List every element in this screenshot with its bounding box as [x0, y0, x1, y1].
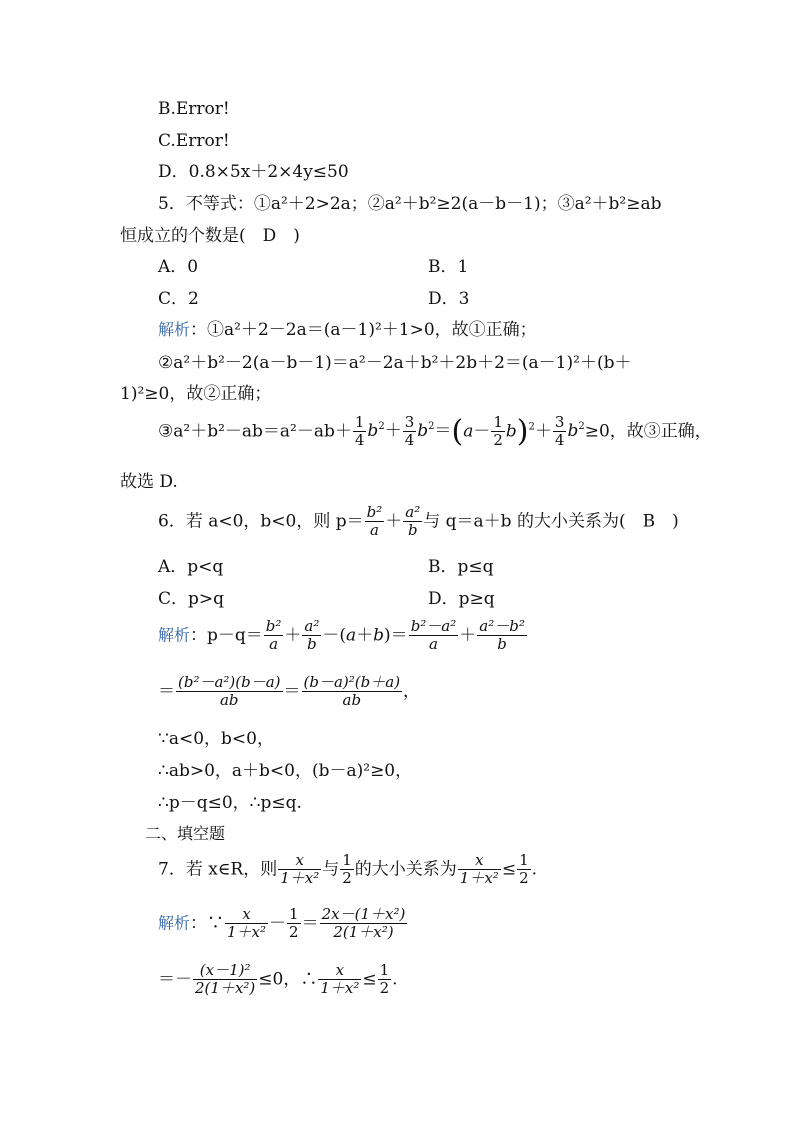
question-5-option-c: C．2	[158, 289, 199, 309]
question-6-stem: 6．若 a<0，b<0，则 p＝ $\frac{\text{b²}}{a}$ ＋ $\frac{\text{a²}}{b}$ 与 q＝a＋b 的大小关系为( B )	[158, 503, 679, 540]
numerator: b²－a²	[410, 617, 457, 635]
question-6-solution-1: 解析：p－q＝ $\frac{\text{b²}}{a}$ ＋ $\frac{\text{a²}}{b}$ －(a＋b)＝ $\frac{\text{b²－a²}}{a}$ ＋ $\frac{\text{a²－b²}}{b}$	[158, 617, 525, 654]
fraction	[365, 504, 385, 540]
question-6-option-b: B．p≤q	[428, 557, 494, 577]
fraction	[318, 962, 361, 998]
numerator: (b²－a²)(b－a)	[178, 673, 281, 691]
numerator: 1	[289, 905, 299, 923]
numerator: b²	[366, 503, 383, 521]
denominator: 4	[554, 431, 565, 450]
question-5-stem: 5．不等式：①a²＋2>2a；②a²＋b²≥2(a－b－1)；③a²＋b²≥ab	[158, 194, 662, 214]
fraction	[458, 852, 501, 888]
numerator: (b－a)²(b＋a)	[303, 673, 401, 691]
denominator: b	[407, 521, 418, 540]
fraction	[264, 618, 284, 654]
term: $b^2$	[567, 421, 585, 442]
denominator: 4	[404, 431, 415, 450]
numerator: x	[225, 906, 268, 924]
fraction	[320, 906, 408, 942]
numerator: 1	[354, 413, 365, 431]
stem-text: 6．若 a<0，b<0，则 p＝	[158, 511, 364, 532]
fraction	[378, 962, 392, 998]
solution-text: ：p－q＝	[190, 625, 263, 646]
numerator: a²	[304, 617, 320, 635]
option-d-prev: D．0.8×5x＋2×4y≤50	[158, 162, 349, 182]
numerator: (x－1)²	[193, 962, 257, 980]
denominator: a	[429, 635, 438, 654]
question-7-solution-2: ＝－ $\frac{\text{(x－1)²}}{\text{2(1＋x²)}}$ ≤0，∴ $\frac{x}{\text{1＋x²}}$ ≤ $\frac{1}{2}$ .	[158, 961, 398, 998]
stem-text: 与 q＝a＋b 的大小关系为( B )	[423, 511, 679, 532]
fraction	[517, 852, 531, 888]
fraction	[491, 414, 505, 450]
stem-text: 7．若 x∈R，则	[158, 859, 278, 880]
fraction	[553, 414, 567, 450]
term: $b^2=$	[417, 421, 452, 442]
numerator: 1	[342, 851, 352, 869]
question-5-solution-2: ②a²＋b²－2(a－b－1)＝a²－2a＋b²＋2b＋2＝(a－1)²＋(b＋	[158, 353, 632, 373]
fraction	[403, 414, 417, 450]
denominator: 1＋x²	[320, 979, 360, 998]
denominator: b	[497, 635, 507, 654]
term: $b^2+$	[367, 421, 402, 442]
denominator: 1＋x²	[280, 869, 320, 888]
question-5-stem-cont: 恒成立的个数是( D )	[120, 226, 300, 246]
denominator: ab	[219, 691, 239, 710]
numerator: a²－b²	[479, 617, 525, 635]
fraction	[340, 852, 354, 888]
numerator: 2x－(1＋x²)	[321, 905, 406, 923]
denominator: 2	[342, 869, 352, 888]
question-5-solution-4: ③a²＋b²－ab＝a²－ab＋ $\frac{1}{4}$ $b^2+$ $\frac{3}{4}$ $b^2=(a-$ $\frac{1}{2}$ b)$^2$＋ $\frac{3}{4}$ $b^2\ge 0$，故③正确，	[158, 413, 712, 450]
fraction	[287, 906, 301, 942]
fraction	[409, 618, 459, 654]
stem-text: 的大小关系为	[354, 859, 457, 880]
numerator: b²	[265, 617, 282, 635]
denominator: 2(1＋x²)	[333, 923, 394, 942]
question-6-solution-4: ∴ab>0，a＋b<0，(b－a)²≥0，	[158, 761, 413, 781]
fraction	[193, 962, 257, 998]
stem-text: 与	[322, 859, 340, 880]
option-b-prev: B.Error!	[158, 99, 230, 119]
solution-label: 解析	[158, 913, 191, 933]
question-6-option-a: A．p<q	[158, 557, 224, 577]
question-7-stem: 7．若 x∈R，则 $\frac{x}{\text{1＋x²}}$ 与 $\frac{1}{2}$ 的大小关系为 $\frac{x}{\text{1＋x²}}$ ≤ $\frac{1}{2}$ .	[158, 851, 538, 888]
numerator: 3	[404, 413, 415, 431]
numerator: 3	[554, 413, 565, 431]
question-6-solution-3: ∵a<0，b<0，	[158, 729, 274, 749]
question-5-solution-1	[158, 322, 537, 339]
numerator: x	[458, 852, 501, 870]
solution-label: 解析	[158, 320, 191, 339]
denominator: ab	[342, 691, 362, 710]
solution-text: ≥0，故③正确，	[584, 421, 712, 442]
fraction	[278, 852, 321, 888]
solution-text: ③a²＋b²－ab＝a²－ab＋	[158, 421, 352, 442]
fraction	[403, 504, 422, 540]
question-5-solution-5: 故选 D.	[120, 472, 178, 492]
fraction	[225, 906, 268, 942]
question-7-solution-1: 解析：∵ $\frac{x}{\text{1＋x²}}$ － $\frac{1}{2}$ ＝ $\frac{\text{2x－(1＋x²)}}{\text{2(1＋x²)}}$	[158, 905, 406, 942]
question-6-solution-5: ∴p－q≤0，∴p≤q.	[158, 793, 302, 813]
denominator: 2	[379, 979, 390, 998]
numerator: x	[278, 852, 321, 870]
paren-open: (	[451, 413, 464, 449]
fraction	[353, 414, 367, 450]
fraction	[477, 618, 527, 654]
numerator: 1	[519, 851, 529, 869]
numerator: x	[318, 962, 361, 980]
fraction	[302, 618, 321, 654]
fraction	[176, 674, 283, 710]
denominator: 2	[289, 923, 299, 942]
question-6-option-d: D．p≥q	[428, 589, 495, 609]
numerator: 1	[493, 413, 503, 431]
denominator: 1＋x²	[227, 923, 267, 942]
paren-close: )	[516, 413, 529, 449]
denominator: 2(1＋x²)	[195, 979, 256, 998]
question-5-solution-3: 1)²≥0，故②正确；	[120, 384, 272, 404]
question-6-option-c: C．p>q	[158, 589, 225, 609]
numerator: 1	[379, 961, 390, 979]
question-6-solution-2: ＝ $\frac{\text{(b²－a²)(b－a)}}{ab}$ ＝ $\frac{\text{(b－a)²(b＋a)}}{ab}$ ，	[158, 673, 421, 710]
fraction	[302, 674, 403, 710]
denominator: 1＋x²	[459, 869, 499, 888]
denominator: 2	[519, 869, 529, 888]
solution-label: 解析	[158, 625, 191, 645]
numerator: a²	[405, 503, 421, 521]
denominator: b	[307, 635, 317, 654]
denominator: a	[369, 521, 379, 540]
question-5-option-d: D．3	[428, 289, 470, 309]
question-5-option-a: A．0	[158, 257, 199, 277]
solution-text: ：①a²＋2－2a＝(a－1)²＋1>0，故①正确；	[190, 320, 537, 340]
section-heading: 二、填空题	[145, 824, 226, 843]
option-c-prev: C.Error!	[158, 131, 230, 151]
denominator: 4	[354, 431, 365, 450]
denominator: a	[269, 635, 279, 654]
question-5-option-b: B．1	[428, 257, 469, 277]
denominator: 2	[493, 431, 503, 450]
